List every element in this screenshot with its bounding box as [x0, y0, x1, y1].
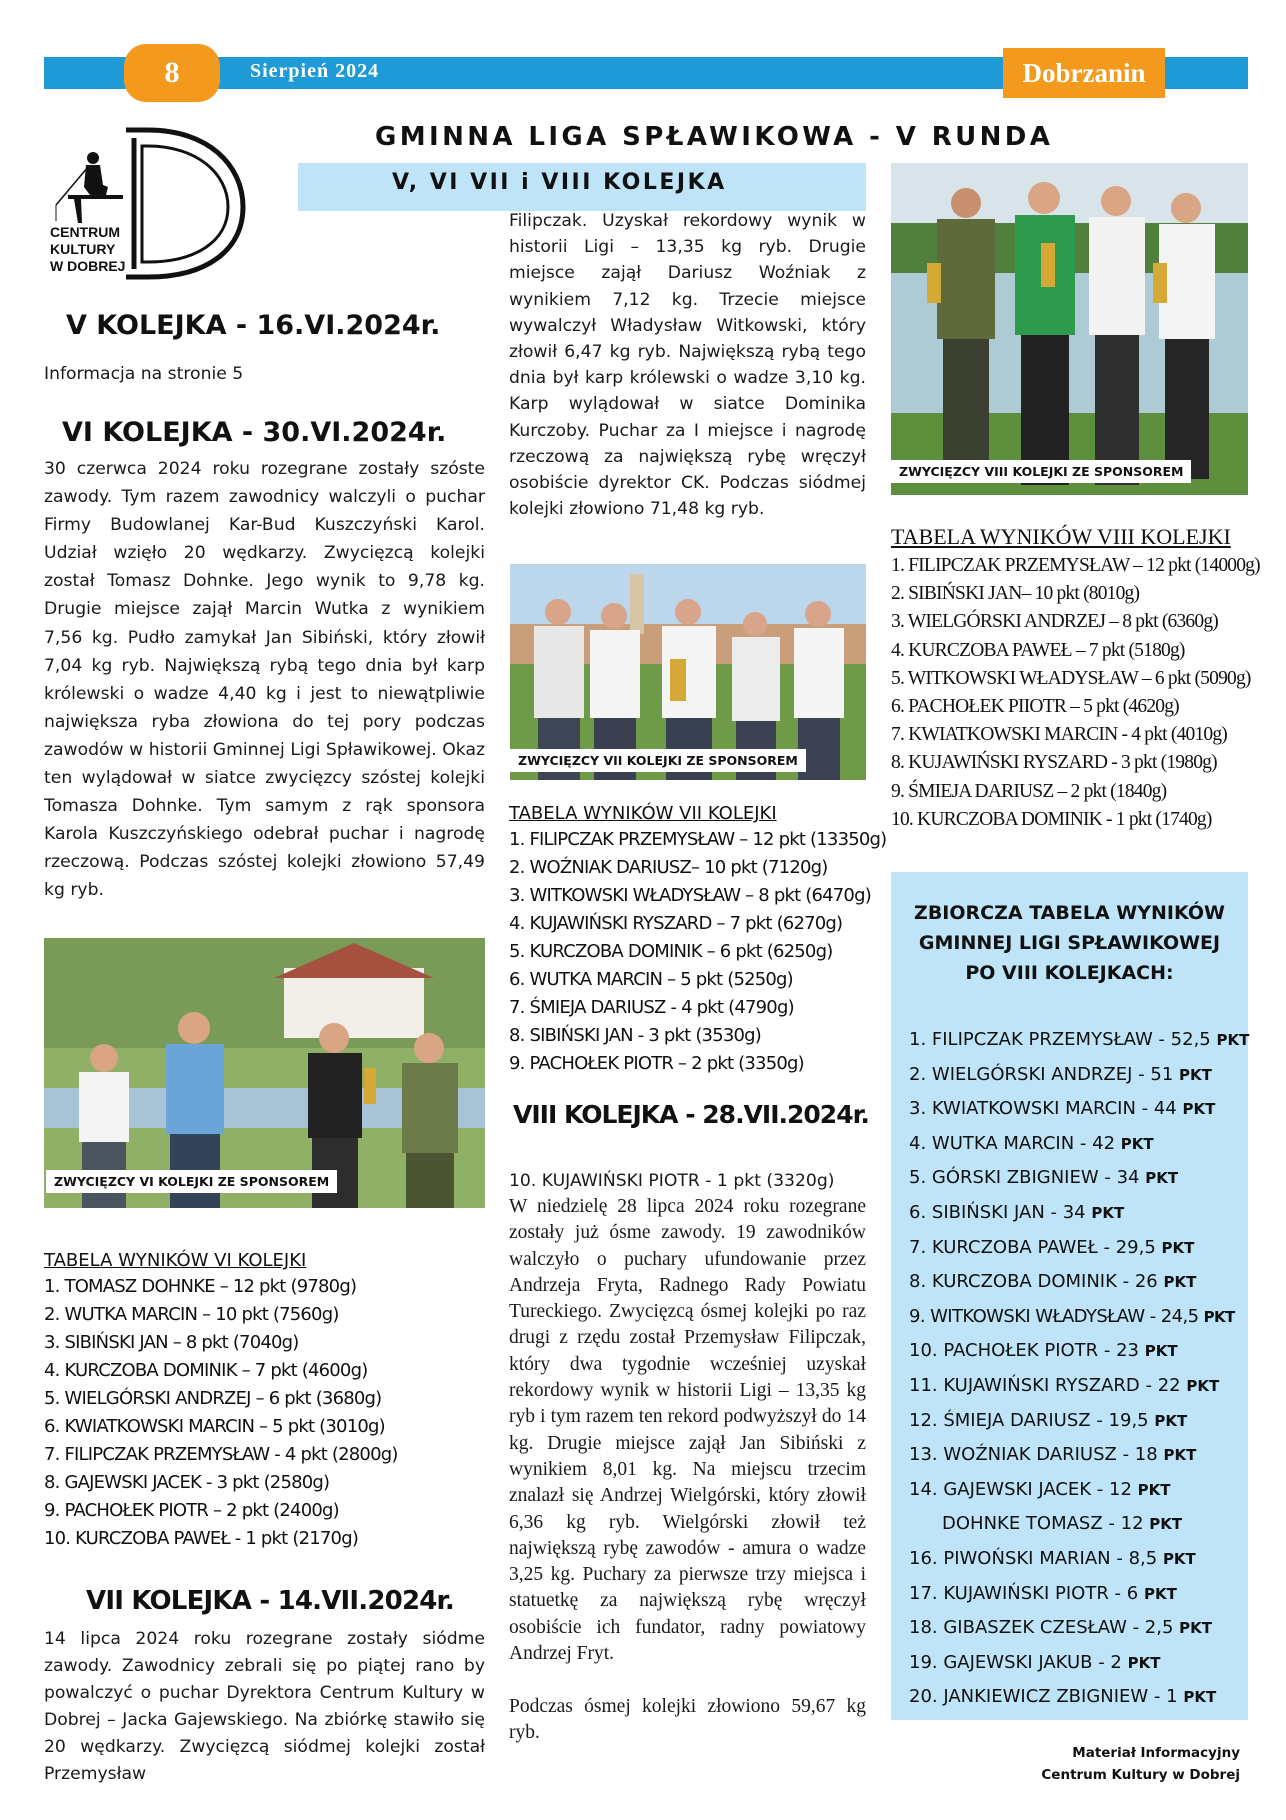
result-row: 9. PACHOŁEK PIOTR – 2 pkt (3350g) — [509, 1053, 804, 1074]
result-row: 7. KWIATKOWSKI MARCIN - 4 pkt (4010g) — [891, 724, 1227, 746]
result-row: 2. SIBIŃSKI JAN– 10 pkt (8010g) — [891, 583, 1140, 605]
summary-row: 8. KURCZOBA DOMINIK - 26 PKT — [909, 1271, 1197, 1293]
result-row: 9. PACHOŁEK PIOTR – 2 pkt (2400g) — [44, 1500, 339, 1521]
kol7-heading: VII KOLEJKA - 14.VII.2024r. — [86, 1586, 454, 1616]
summary-row: 3. KWIATKOWSKI MARCIN - 44 PKT — [909, 1098, 1216, 1120]
result-row: 2. WUTKA MARCIN – 10 pkt (7560g) — [44, 1304, 339, 1325]
kol7-text-cont: Filipczak. Uzyskał rekordowy wynik w historii Ligi – 13,35 kg ryb. Drugie miejsce zajął Dariusz Woźniak z wynikiem 7,12 kg. Trzecie miejsce wywalczył Władysław Witkowski, który złowił 6,47 kg ryb. Największą rybą tego dnia był karp królewski o wadze 3,10 kg. Karp wylądował w siatce Dominika Kurczoby. Puchar za I miejsce i nagrodę rzeczową za największą rybę wręczył osobiście dyrektor CK. Podczas siódmej kolejki złowiono 71,48 kg ryb. — [509, 211, 866, 520]
result-row: 7. ŚMIEJA DARIUSZ - 4 pkt (4790g) — [509, 997, 794, 1018]
caption-kol6: ZWYCIĘZCY VI KOLEJKI ZE SPONSOREM — [46, 1170, 337, 1193]
kol5-heading: V KOLEJKA - 16.VI.2024r. — [66, 310, 441, 341]
summary-row: 19. GAJEWSKI JAKUB - 2 PKT — [909, 1651, 1161, 1673]
kol7-results — [509, 826, 886, 1078]
result-row: 3. WIELGÓRSKI ANDRZEJ – 8 pkt (6360g) — [891, 611, 1218, 633]
page-number: 8 — [124, 44, 220, 102]
summary-row: 6. SIBIŃSKI JAN - 34 PKT — [909, 1201, 1125, 1223]
kol7-text-start: 14 lipca 2024 roku rozegrane zostały siódme zawody. Zawodnicy zebrali się po piątej rano by powalczyć o puchar Dyrektora Centrum Kultury w Dobrej – Jacka Gajewskiego. Na zbiórkę stawiło się 20 wędkarzy. Zwycięzcą siódmej kolejki został Przemysław — [44, 1629, 485, 1784]
article-subtitle: V, VI VII i VIII KOLEJKA — [392, 170, 727, 195]
result-row: 6. KWIATKOWSKI MARCIN – 5 pkt (3010g) — [44, 1416, 385, 1437]
footer-note: Materiał Informacyjny Centrum Kultury w Dobrej — [1041, 1745, 1240, 1783]
kol8-results — [891, 552, 1260, 834]
summary-row: 20. JANKIEWICZ ZBIGNIEW - 1 PKT — [909, 1686, 1217, 1708]
summary-row: 7. KURCZOBA PAWEŁ - 29,5 PKT — [909, 1236, 1195, 1258]
summary-title: ZBIORCZA TABELA WYNIKÓW GMINNEJ LIGI SPŁAWIKOWEJ PO VIII KOLEJKACH: — [914, 902, 1225, 984]
kol8-text-end: Podczas ósmej kolejki złowiono 59,67 kg ryb. — [509, 1696, 866, 1744]
summary-row: 18. GIBASZEK CZESŁAW - 2,5 PKT — [909, 1617, 1213, 1639]
result-row: 10. KURCZOBA DOMINIK - 1 pkt (1740g) — [891, 808, 1212, 830]
kol8-heading: VIII KOLEJKA - 28.VII.2024r. — [513, 1100, 869, 1129]
result-row: 7. FILIPCZAK PRZEMYSŁAW - 4 pkt (2800g) — [44, 1444, 398, 1465]
summary-row: 11. KUJAWIŃSKI RYSZARD - 22 PKT — [909, 1374, 1220, 1396]
photo-kol7-winners — [510, 564, 866, 780]
summary-row: 17. KUJAWIŃSKI PIOTR - 6 PKT — [909, 1582, 1177, 1604]
summary-row: 12. ŚMIEJA DARIUSZ - 19,5 PKT — [909, 1409, 1188, 1431]
summary-row: 16. PIWOŃSKI MARIAN - 8,5 PKT — [909, 1547, 1196, 1569]
summary-row: 14. GAJEWSKI JACEK - 12 PKT — [909, 1478, 1171, 1500]
summary-row: DOHNKE TOMASZ - 12 PKT — [942, 1513, 1183, 1535]
result-row: 6. WUTKA MARCIN – 5 pkt (5250g) — [509, 969, 793, 990]
kol7-table-title: TABELA WYNIKÓW VII KOLEJKI — [509, 803, 777, 824]
result-row: 9. ŚMIEJA DARIUSZ – 2 pkt (1840g) — [891, 780, 1167, 802]
result-row: 8. GAJEWSKI JACEK - 3 pkt (2580g) — [44, 1472, 330, 1493]
result-row: 1. FILIPCZAK PRZEMYSŁAW – 12 pkt (14000g) — [891, 555, 1260, 576]
result-row: 5. WIELGÓRSKI ANDRZEJ – 6 pkt (3680g) — [44, 1388, 382, 1409]
kol6-text: 30 czerwca 2024 roku rozegrane zostały szóste zawody. Tym razem zawodnicy walczyli o puchar Firmy Budowlanej Kar-Bud Kuszczyński Karol. Udział wzięło 20 wędkarzy. Zwycięzcą kolejki został Tomasz Dohnke. Jego wynik to 9,78 kg. Drugie miejsce zajął Marcin Wutka z wynikiem 7,56 kg. Pudło zamykał Jan Sibiński, który złowił 7,04 kg ryb. Największą rybą tego dnia był karp królewski o wadze 4,40 kg i jest to niewątpliwie największa ryba złowiona do tej pory podczas zawodów w historii Gminnej Ligi Spławikowej. Okaz ten wylądował w siatce zwycięzcy szóstej kolejki Tomasza Dohnke. Tym samym z rąk sponsora Karola Kuszczyńskiego odebrał puchar i nagrodę rzeczową. Podczas szóstej kolejki złowiono 57,49 kg ryb. — [44, 459, 485, 901]
kol8-table-title: TABELA WYNIKÓW VIII KOLEJKI — [891, 524, 1231, 549]
kol6-table-title: TABELA WYNIKÓW VI KOLEJKI — [44, 1250, 307, 1271]
result-row: 1. FILIPCZAK PRZEMYSŁAW – 12 pkt (13350g) — [509, 829, 887, 850]
result-row: 8. SIBIŃSKI JAN - 3 pkt (3530g) — [509, 1025, 762, 1046]
result-row: 5. KURCZOBA DOMINIK – 6 pkt (6250g) — [509, 941, 833, 962]
result-row: 6. PACHOŁEK PIIOTR – 5 pkt (4620g) — [891, 696, 1179, 718]
kol8-text: W niedzielę 28 lipca 2024 roku rozegrane zostały już ósme zawody. 19 zawodników walczyło o puchary ufundowanie przez Andrzeja Fryta, Radnego Rady Powiatu Tureckiego. Zwycięzcą ósmej kolejki po raz drugi z rzędu został Przemysław Filipczak, który dwa tygodnie wcześniej uzyskał rekordowy wynik w historii Ligi – 13,35 kg ryb i tym razem ten rekord podwyższył do 14 kg. Drugie miejsce zajął Jan Sibiński z wynikiem 8,01 kg. Na miejscu trzecim znalazł się Andrzej Wielgórski, który złowił 6,36 kg ryb. Wielgórski złowił też największą rybę zawodów - amura o wadze 3,25 kg. Puchary za pierwsze trzy miejsca i statuetkę za największą rybę wręczył osobiście ich fundator, radny powiatowy Andrzej Fryt. — [509, 1196, 866, 1665]
result-row: 3. SIBIŃSKI JAN – 8 pkt (7040g) — [44, 1332, 299, 1353]
result-row: 4. KURCZOBA PAWEŁ – 7 pkt (5180g) — [891, 639, 1185, 661]
summary-list — [909, 1023, 1249, 1715]
caption-kol7: ZWYCIĘZCY VII KOLEJKI ZE SPONSOREM — [510, 749, 806, 772]
kol6-results — [44, 1273, 398, 1553]
issue-date: Sierpień 2024 — [250, 60, 380, 82]
summary-row: 10. PACHOŁEK PIOTR - 23 PKT — [909, 1340, 1178, 1362]
kol6-heading: VI KOLEJKA - 30.VI.2024r. — [62, 417, 447, 448]
summary-row: 9. WITKOWSKI WŁADYSŁAW - 24,5 PKT — [909, 1305, 1235, 1327]
result-row: 1. TOMASZ DOHNKE – 12 pkt (9780g) — [44, 1276, 357, 1297]
summary-row: 13. WOŹNIAK DARIUSZ - 18 PKT — [909, 1444, 1197, 1466]
result-row: 8. KUJAWIŃSKI RYSZARD - 3 pkt (1980g) — [891, 752, 1217, 774]
result-row: 2. WOŹNIAK DARIUSZ– 10 pkt (7120g) — [509, 857, 828, 878]
result-row: 3. WITKOWSKI WŁADYSŁAW – 8 pkt (6470g) — [509, 885, 871, 906]
result-row: 5. WITKOWSKI WŁADYSŁAW – 6 pkt (5090g) — [891, 667, 1251, 689]
result-row: 10. KURCZOBA PAWEŁ - 1 pkt (2170g) — [44, 1528, 359, 1549]
summary-row: 2. WIELGÓRSKI ANDRZEJ - 51 PKT — [909, 1063, 1212, 1085]
result-row: 4. KUJAWIŃSKI RYSZARD – 7 pkt (6270g) — [509, 913, 843, 934]
summary-row: 5. GÓRSKI ZBIGNIEW - 34 PKT — [909, 1167, 1179, 1189]
kol5-info: Informacja na stronie 5 — [44, 364, 244, 384]
article-title: GMINNA LIGA SPŁAWIKOWA - V RUNDA — [375, 122, 1054, 152]
result-row: 4. KURCZOBA DOMINIK – 7 pkt (4600g) — [44, 1360, 368, 1381]
summary-row: 4. WUTKA MARCIN - 42 PKT — [909, 1132, 1154, 1154]
paper-name: Dobrzanin — [1003, 48, 1165, 98]
summary-row: 1. FILIPCZAK PRZEMYSŁAW - 52,5 PKT — [909, 1029, 1250, 1050]
caption-kol8: ZWYCIĘZCY VIII KOLEJKI ZE SPONSOREM — [891, 460, 1191, 483]
photo-kol8-winners — [891, 163, 1248, 495]
photo-kol6-winners — [44, 938, 485, 1208]
kol7-result-10: 10. KUJAWIŃSKI PIOTR - 1 pkt (3320g) — [509, 1171, 835, 1191]
logo-text: CENTRUM KULTURY W DOBREJ — [50, 224, 126, 274]
